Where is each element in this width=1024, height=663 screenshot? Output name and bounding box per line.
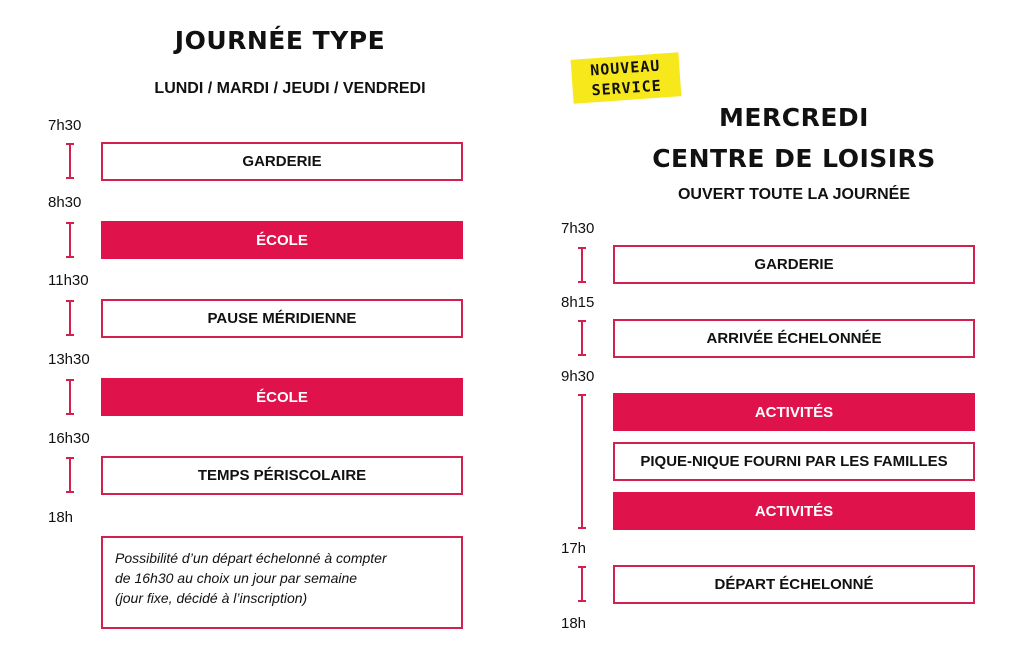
- time-label: 18h: [48, 509, 74, 526]
- time-label: 7h30: [48, 117, 82, 134]
- time-label: 8h30: [48, 194, 82, 211]
- badge-line: NOUVEAU: [589, 56, 661, 80]
- time-label: 9h30: [561, 368, 595, 385]
- time-label: 7h30: [561, 220, 595, 237]
- schedule-block: GARDERIE: [613, 245, 975, 284]
- time-label: 8h15: [561, 294, 595, 311]
- time-bracket: [66, 143, 74, 179]
- schedule-block: ACTIVITÉS: [613, 492, 975, 530]
- time-label: 11h30: [48, 272, 89, 289]
- time-label: 18h: [561, 615, 587, 632]
- schedule-block: PIQUE-NIQUE FOURNI PAR LES FAMILLES: [613, 442, 975, 481]
- left-title: JOURNÉE TYPE: [174, 26, 386, 55]
- schedule-block: ÉCOLE: [101, 221, 463, 259]
- time-bracket: [66, 379, 74, 415]
- right-title-line2: CENTRE DE LOISIRS: [652, 144, 936, 173]
- time-bracket: [578, 566, 586, 602]
- note-line: de 16h30 au choix un jour par semaine: [115, 570, 358, 586]
- schedule-block: ACTIVITÉS: [613, 393, 975, 431]
- schedule-block: DÉPART ÉCHELONNÉ: [613, 565, 975, 604]
- badge-line: SERVICE: [591, 76, 663, 100]
- note-line: Possibilité d’un départ échelonné à compter: [115, 550, 387, 566]
- time-bracket: [66, 222, 74, 258]
- time-bracket: [578, 320, 586, 356]
- schedule-block: PAUSE MÉRIDIENNE: [101, 299, 463, 338]
- time-label: 16h30: [48, 430, 90, 447]
- schedule-block: GARDERIE: [101, 142, 463, 181]
- schedule-block: ARRIVÉE ÉCHELONNÉE: [613, 319, 975, 358]
- left-subtitle: LUNDI / MARDI / JEUDI / VENDREDI: [154, 80, 426, 97]
- right-subtitle: OUVERT TOUTE LA JOURNÉE: [677, 186, 911, 203]
- time-bracket: [66, 300, 74, 336]
- schedule-block: TEMPS PÉRISCOLAIRE: [101, 456, 463, 495]
- time-label: 17h: [561, 540, 587, 557]
- time-bracket: [578, 247, 586, 283]
- right-title-line1: MERCREDI: [719, 103, 869, 132]
- time-label: 13h30: [48, 351, 90, 368]
- note-line: (jour fixe, décidé à l’inscription): [115, 590, 308, 606]
- schedule-block: ÉCOLE: [101, 378, 463, 416]
- time-bracket: [66, 457, 74, 493]
- departure-note: [101, 536, 463, 629]
- time-bracket: [578, 394, 586, 529]
- new-service-badge: [571, 52, 682, 103]
